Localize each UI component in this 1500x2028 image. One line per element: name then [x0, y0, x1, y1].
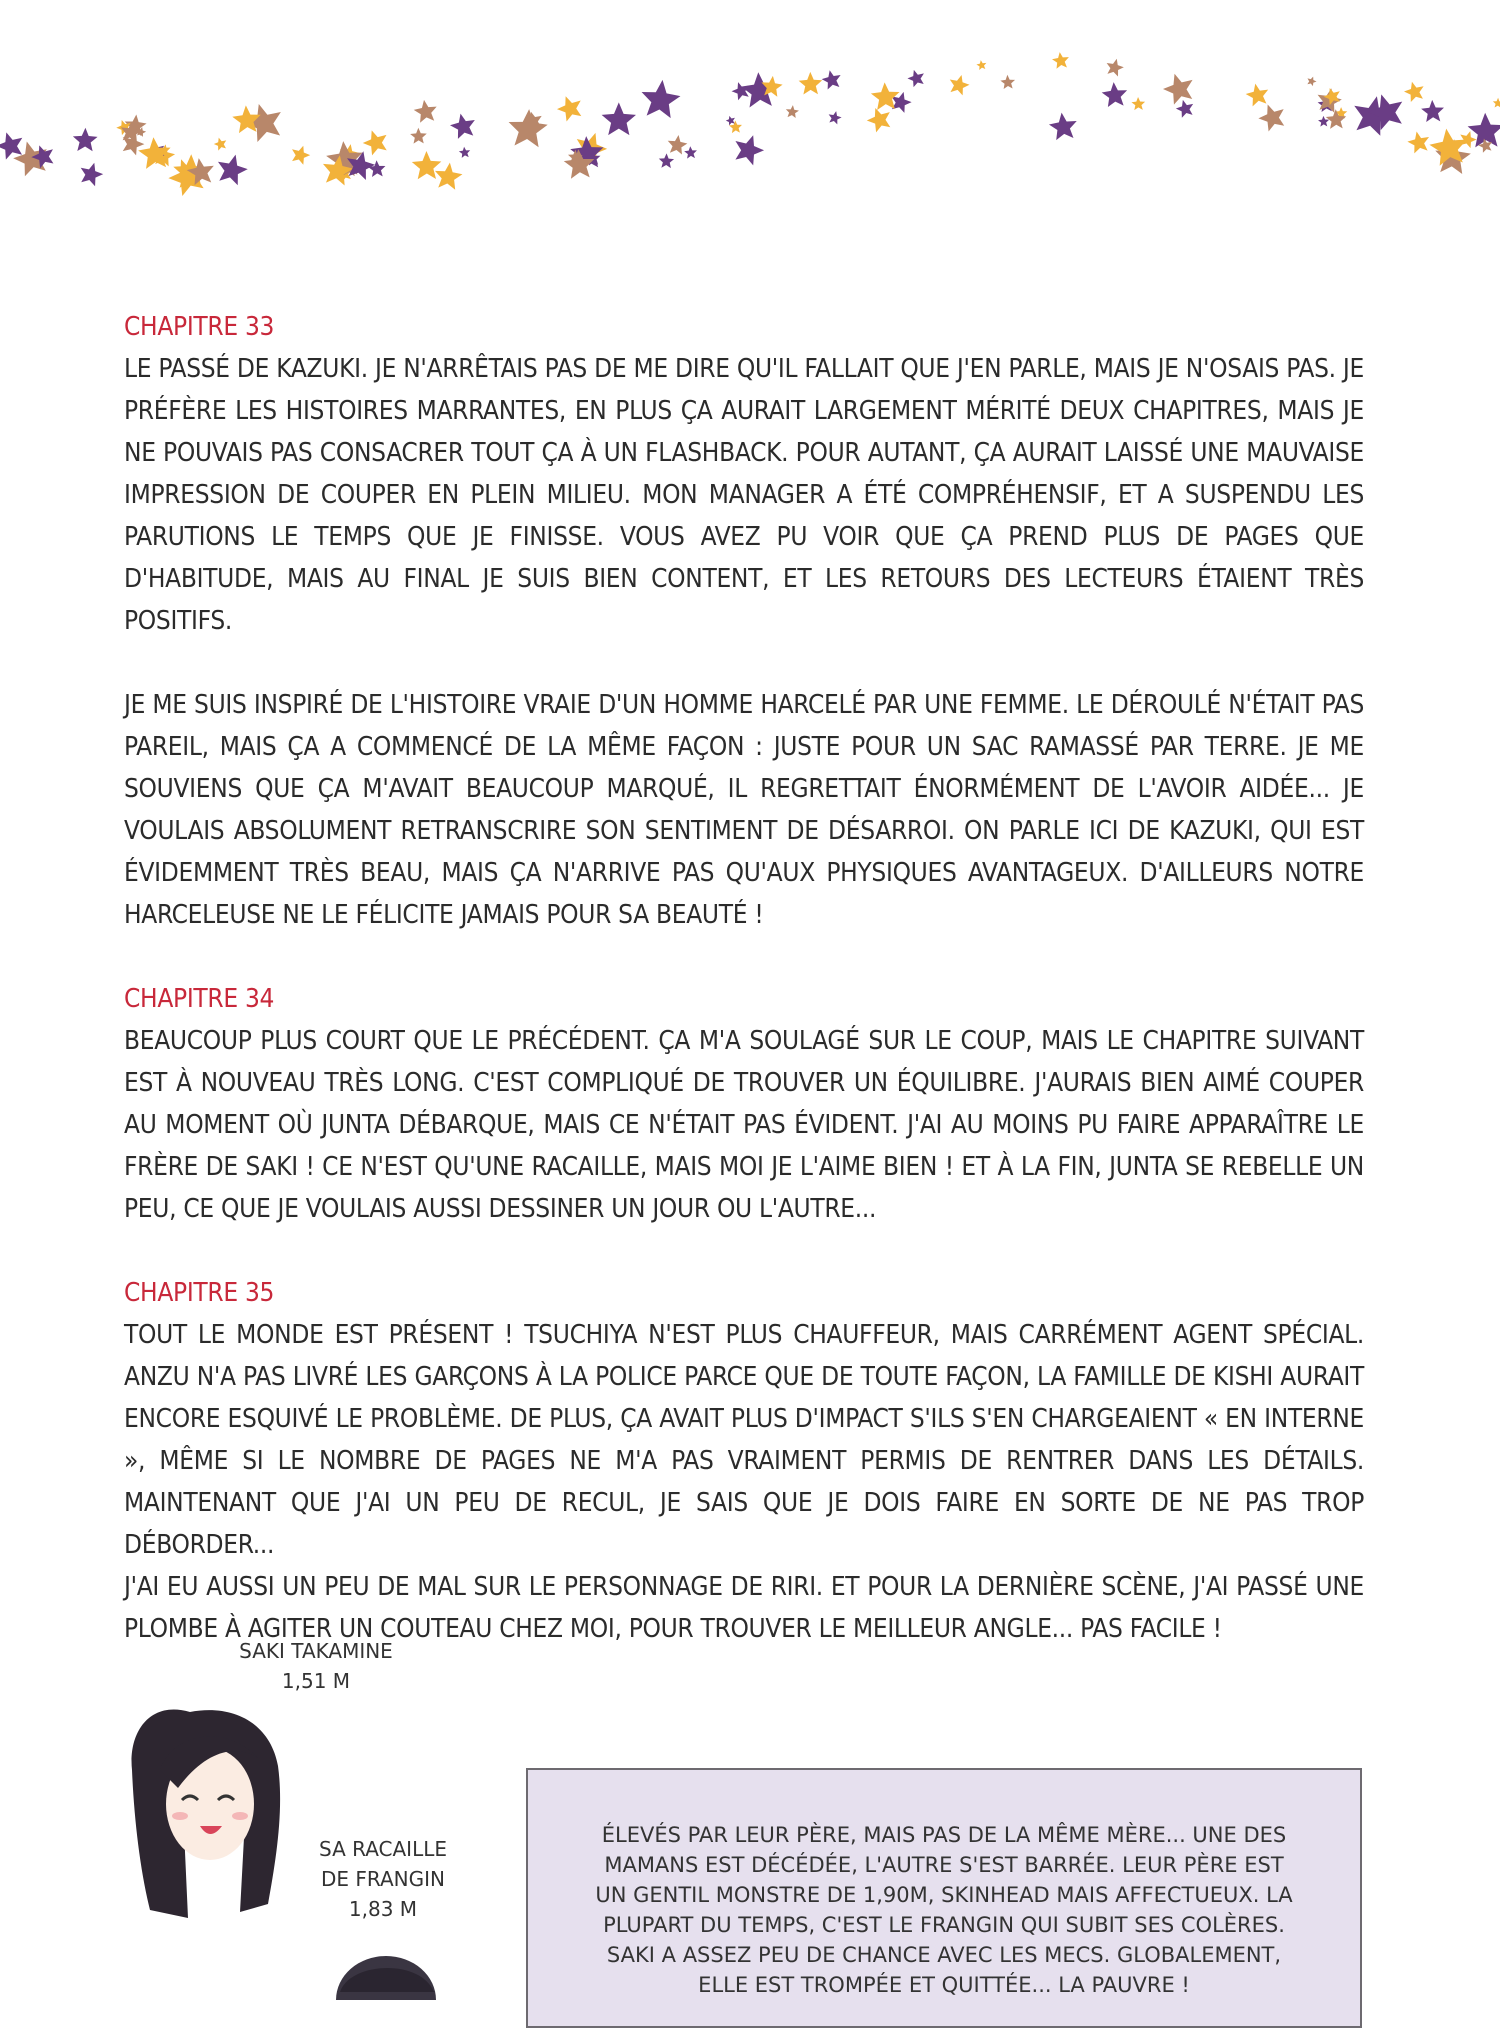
star-decoration	[1255, 100, 1289, 133]
star-decoration	[1174, 98, 1196, 119]
star-decoration	[1048, 111, 1079, 141]
character-info-text: ÉLEVÉS PAR LEUR PÈRE, MAIS PAS DE LA MÊME MÈRE... UNE DES MAMANS EST DÉCÉDÉE, L'AUTRE S'EST BARRÉE. LEUR PÈRE EST UN GENTIL MONSTRE DE 1,90M, SKINHEAD MAIS AFFECTUEUX. LA PLUPART DU TEMPS, C'EST LE FRANGIN QUI SUBIT SES COLÈRES. SAKI A ASSEZ PEU DE CHANCE AVEC LES MECS. GLOBALEMENT, ELLE EST TROMPÉE ET QUITTÉE... LA PAUVRE !	[595, 1823, 1293, 1997]
star-decoration	[906, 67, 927, 88]
star-decoration	[1244, 81, 1271, 107]
saki-label	[216, 1636, 416, 1696]
star-decoration	[976, 59, 987, 70]
star-decoration	[1104, 57, 1125, 78]
chapter-35-paragraph-2: J'AI EU AUSSI UN PEU DE MAL SUR LE PERSONNAGE DE RIRI. ET POUR LA DERNIÈRE SCÈNE, J'AI PASSÉ UNE PLOMBE À AGITER UN COUTEAU CHEZ MOI, POUR TROUVER LE MEILLEUR ANGLE... PAS FACILE !	[124, 1572, 1364, 1644]
brother-label-line-2: DE FRANGIN	[321, 1867, 445, 1891]
chapter-35-paragraph-1: TOUT LE MONDE EST PRÉSENT ! TSUCHIYA N'EST PLUS CHAUFFEUR, MAIS CARRÉMENT AGENT SPÉCIAL. ANZU N'A PAS LIVRÉ LES GARÇONS À LA POLICE PARCE QUE DE TOUTE FAÇON, LA FAMILLE DE KISHI AURAIT ENCORE ESQUIVÉ LE PROBLÈME. DE PLUS, ÇA AVAIT PLUS D'IMPACT S'ILS S'EN CHARGEAIENT « EN INTERNE », MÊME SI LE NOMBRE DE PAGES NE M'A PAS VRAIMENT PERMIS DE RENTRER DANS LES DÉTAILS. MAINTENANT QUE J'AI UN PEU DE RECUL, JE SAIS QUE JE DOIS FAIRE EN SORTE DE NE PAS TROP DÉBORDER...	[124, 1320, 1364, 1560]
star-decoration	[77, 160, 106, 188]
star-decoration	[1160, 69, 1198, 106]
star-decoration	[785, 104, 799, 118]
star-decoration	[289, 143, 313, 166]
saki-portrait	[132, 1709, 281, 1918]
star-decoration	[730, 131, 767, 168]
star-decoration	[433, 161, 464, 190]
star-decoration	[1421, 99, 1445, 122]
star-decoration	[684, 146, 698, 159]
chapter-35-heading: CHAPITRE 35	[124, 1278, 275, 1308]
chapter-33-paragraph-2: JE ME SUIS INSPIRÉ DE L'HISTOIRE VRAIE D'UN HOMME HARCELÉ PAR UNE FEMME. LE DÉROULÉ N'ÉTAIT PAS PAREIL, MAIS ÇA A COMMENCÉ DE LA MÊME FAÇON : JUSTE POUR UN SAC RAMASSÉ PAR TERRE. JE ME SOUVIENS QUE ÇA M'AVAIT BEAUCOUP MARQUÉ, IL REGRETTAIT ÉNORMÉMENT DE L'AVOIR AIDÉE... JE VOULAIS ABSOLUMENT RETRANSCRIRE SON SENTIMENT DE DÉSARROI. ON PARLE ICI DE KAZUKI, QUI EST ÉVIDEMMENT TRÈS BEAU, MAIS ÇA N'ARRIVE PAS QU'AUX PHYSIQUES AVANTAGEUX. D'AILLEURS NOTRE HARCELEUSE NE LE FÉLICITE JAMAIS POUR SA BEAUTÉ !	[124, 690, 1364, 930]
chapter-34-heading: CHAPITRE 34	[124, 984, 275, 1014]
star-decoration	[507, 108, 549, 148]
star-garland-decoration	[0, 0, 1500, 260]
star-decoration	[947, 72, 972, 96]
star-decoration	[368, 160, 386, 177]
star-decoration	[458, 146, 470, 158]
brother-portrait	[336, 1956, 436, 2000]
star-decoration	[73, 127, 98, 151]
brother-label	[298, 1834, 468, 1924]
chapter-33-heading: CHAPITRE 33	[124, 312, 275, 342]
star-decoration	[639, 78, 682, 119]
star-decoration	[1306, 75, 1318, 87]
saki-name: SAKI TAKAMINE	[239, 1639, 393, 1663]
star-decoration	[1051, 51, 1070, 69]
star-decoration	[360, 126, 391, 157]
star-decoration	[1402, 79, 1427, 103]
saki-blush-left	[172, 1812, 188, 1820]
star-decoration	[413, 98, 439, 123]
brother-height: 1,83 M	[348, 1897, 418, 1921]
star-decoration	[410, 128, 427, 144]
star-decoration	[554, 92, 586, 123]
star-decoration	[1406, 129, 1432, 154]
star-decoration	[820, 68, 843, 90]
brother-label-line-1: SA RACAILLE	[319, 1837, 447, 1861]
star-decoration	[1000, 74, 1015, 89]
star-decoration	[214, 151, 251, 187]
star-decoration	[213, 136, 229, 151]
chapter-33-paragraph-1: LE PASSÉ DE KAZUKI. JE N'ARRÊTAIS PAS DE ME DIRE QU'IL FALLAIT QUE J'EN PARLE, MAIS JE N'OSAIS PAS. JE PRÉFÈRE LES HISTOIRES MARRANTES, EN PLUS ÇA AURAIT LARGEMENT MÉRITÉ DEUX CHAPITRES, MAIS JE NE POUVAIS PAS CONSACRER TOUT ÇA À UN FLASHBACK. POUR AUTANT, ÇA AURAIT LAISSÉ UNE MAUVAISE IMPRESSION DE COUPER EN PLEIN MILIEU. MON MANAGER A ÉTÉ COMPRÉHENSIF, ET A SUSPENDU LES PARUTIONS LE TEMPS QUE JE FINISSE. VOUS AVEZ PU VOIR QUE ÇA PREND PLUS DE PAGES QUE D'HABITUDE, MAIS AU FINAL JE SUIS BIEN CONTENT, ET LES RETOURS DES LECTEURS ÉTAIENT TRÈS POSITIFS.	[124, 354, 1364, 636]
chapter-34-paragraph-1: BEAUCOUP PLUS COURT QUE LE PRÉCÉDENT. ÇA M'A SOULAGÉ SUR LE COUP, MAIS LE CHAPITRE SUIVANT EST À NOUVEAU TRÈS LONG. C'EST COMPLIQUÉ DE TROUVER UN ÉQUILIBRE. J'AURAIS BIEN AIMÉ COUPER AU MOMENT OÙ JUNTA DÉBARQUE, MAIS CE N'ÉTAIT PAS ÉVIDENT. J'AI AU MOINS PU FAIRE APPARAÎTRE LE FRÈRE DE SAKI ! CE N'EST QU'UNE RACAILLE, MAIS MOI JE L'AIME BIEN ! ET À LA FIN, JUNTA SE REBELLE UN PEU, CE QUE JE VOULAIS AUSSI DESSINER UN JOUR OU L'AUTRE...	[124, 1026, 1364, 1224]
saki-height: 1,51 M	[281, 1669, 351, 1693]
star-decoration	[658, 153, 674, 168]
star-decoration	[602, 102, 636, 135]
saki-blush-right	[232, 1812, 248, 1820]
star-decoration	[798, 72, 822, 95]
star-decoration	[448, 111, 478, 140]
character-info-bubble	[526, 1768, 1362, 2028]
afterword-text	[124, 306, 1364, 1650]
star-decoration	[1131, 97, 1145, 110]
star-decoration	[1101, 81, 1129, 107]
star-decoration	[1493, 98, 1500, 108]
star-decoration	[827, 110, 843, 125]
star-decoration	[412, 151, 442, 180]
